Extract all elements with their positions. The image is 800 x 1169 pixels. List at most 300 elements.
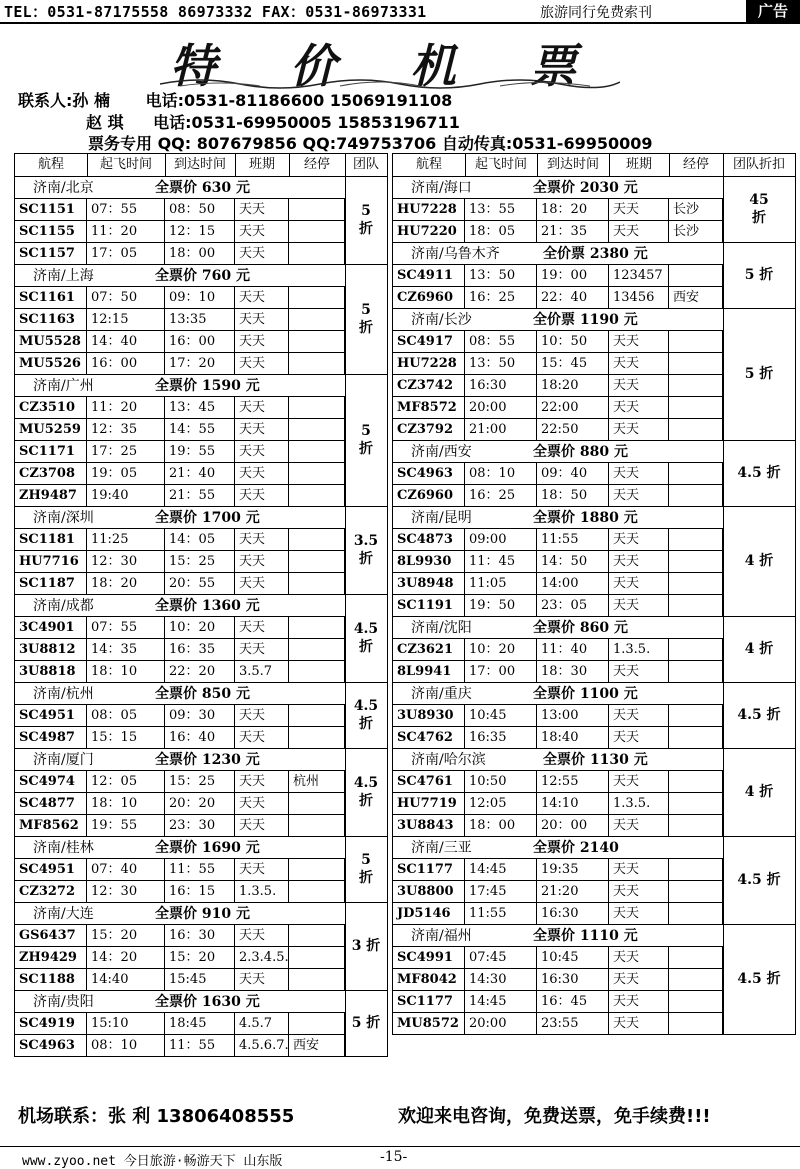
flight-row (393, 462, 723, 485)
depart-time: 15:10 (87, 1013, 165, 1035)
depart-time: 07：50 (87, 287, 165, 309)
depart-time: 07:45 (465, 947, 537, 969)
depart-time: 19：55 (87, 815, 165, 837)
arrive-time: 11：55 (165, 1035, 235, 1057)
flight-schedule: 天天 (609, 463, 669, 485)
flight-number: SC4762 (393, 727, 465, 749)
depart-time: 10:45 (465, 705, 537, 727)
arrive-time: 11：55 (165, 859, 235, 881)
flight-schedule: 天天 (235, 639, 289, 661)
depart-time: 18：10 (87, 793, 165, 815)
flight-schedule: 天天 (235, 485, 289, 507)
header-stopover: 经停 (289, 154, 346, 176)
stopover (669, 661, 723, 683)
flight-number: SC4877 (15, 793, 87, 815)
stopover (669, 771, 723, 793)
route-full-price: 全票价 1700 元 (155, 510, 260, 526)
stopover (669, 595, 723, 617)
stopover (669, 881, 723, 903)
group-discount: 3 折 (351, 938, 381, 954)
group-discount: 5 折 (359, 852, 373, 886)
depart-time: 14：35 (87, 639, 165, 661)
depart-time: 07：40 (87, 859, 165, 881)
flight-number: 3U8948 (393, 573, 465, 595)
flight-row (393, 572, 723, 595)
stopover (289, 353, 345, 375)
route-section-header (393, 682, 723, 705)
route-city-pair: 济南/上海 (33, 268, 94, 284)
stopover (669, 639, 723, 661)
route-section-header (15, 682, 345, 705)
arrive-time: 15：45 (537, 353, 609, 375)
stopover (289, 331, 345, 353)
depart-time: 10:50 (465, 771, 537, 793)
section-divider (345, 990, 387, 991)
flight-number: 3C4901 (15, 617, 87, 639)
route-city-pair: 济南/海口 (411, 180, 472, 196)
flight-schedule: 天天 (235, 309, 289, 331)
flight-schedule: 天天 (235, 331, 289, 353)
stopover (289, 221, 345, 243)
flight-row (15, 330, 345, 353)
flight-number: SC4963 (15, 1035, 87, 1057)
flight-row (15, 286, 345, 309)
route-full-price: 全票价 630 元 (155, 180, 250, 196)
stopover (669, 551, 723, 573)
flight-row (393, 418, 723, 441)
flight-number: SC4873 (393, 529, 465, 551)
flight-number: CZ3792 (393, 419, 465, 441)
route-city-pair: 济南/西安 (411, 444, 472, 460)
flight-number: SC1157 (15, 243, 87, 265)
flight-number: SC1171 (15, 441, 87, 463)
depart-time: 21:00 (465, 419, 537, 441)
arrive-time: 16:30 (537, 903, 609, 925)
route-city-pair: 济南/北京 (33, 180, 94, 196)
section-divider (723, 1034, 795, 1035)
stopover (669, 573, 723, 595)
flight-row (15, 924, 345, 947)
stopover (289, 287, 345, 309)
route-city-pair: 济南/杭州 (33, 686, 94, 702)
header-route: 航程 (393, 154, 466, 176)
depart-time: 18：00 (465, 815, 537, 837)
contact-phone-1: 电话:0531-81186600 15069191108 (145, 91, 453, 110)
route-full-price: 全票价 1590 元 (155, 378, 260, 394)
flight-row (15, 858, 345, 881)
flight-schedule: 天天 (609, 771, 669, 793)
route-city-pair: 济南/昆明 (411, 510, 472, 526)
stopover (669, 463, 723, 485)
flight-number: SC4761 (393, 771, 465, 793)
route-section-header (15, 990, 345, 1013)
contact-phone-2: 电话:0531-69950005 15853196711 (153, 113, 460, 132)
arrive-time: 20：20 (165, 793, 235, 815)
flight-schedule: 天天 (235, 859, 289, 881)
group-discount: 4.5 折 (737, 872, 781, 888)
depart-time: 13：50 (465, 265, 537, 287)
section-divider (723, 308, 795, 309)
section-divider (345, 748, 387, 749)
flight-row (15, 880, 345, 903)
flight-row (393, 1012, 723, 1035)
route-section-header (393, 242, 723, 265)
flight-schedule: 天天 (609, 331, 669, 353)
flight-row (393, 704, 723, 727)
depart-time: 16:30 (465, 375, 537, 397)
flight-number: 3U8843 (393, 815, 465, 837)
publication-name: 旅游同行免费索刊 (540, 5, 652, 21)
flight-schedule: 天天 (235, 529, 289, 551)
flight-row (393, 902, 723, 925)
flight-number: ZH9487 (15, 485, 87, 507)
stopover (289, 441, 345, 463)
route-section-header (393, 308, 723, 331)
contact-line-3: 票务专用 QQ: 807679856 QQ:749753706 自动传真:0531-69950009 (88, 134, 653, 153)
depart-time: 20:00 (465, 397, 537, 419)
stopover: 西安 (669, 287, 723, 309)
depart-time: 12：30 (87, 551, 165, 573)
route-full-price: 全票价 760 元 (155, 268, 250, 284)
stopover: 西安 (289, 1035, 345, 1057)
route-full-price: 全票价 1360 元 (155, 598, 260, 614)
route-full-price: 全票价 1130 元 (543, 752, 648, 768)
flight-number: SC1181 (15, 529, 87, 551)
route-section-header (393, 924, 723, 947)
stopover (669, 485, 723, 507)
arrive-time: 16：00 (165, 331, 235, 353)
arrive-time: 21：35 (537, 221, 609, 243)
flight-number: CZ3742 (393, 375, 465, 397)
arrive-time: 10:45 (537, 947, 609, 969)
arrive-time: 18:20 (537, 375, 609, 397)
top-bar (0, 0, 800, 24)
section-divider (345, 594, 387, 595)
stopover (669, 353, 723, 375)
flight-number: MU8572 (393, 1013, 465, 1035)
flight-schedule: 1.3.5. (235, 881, 289, 903)
flight-row (15, 770, 345, 793)
route-section-header (393, 506, 723, 529)
route-full-price: 全票价 1630 元 (155, 994, 260, 1010)
flight-row (393, 968, 723, 991)
flight-row (393, 550, 723, 573)
flight-row (15, 638, 345, 661)
arrive-time: 20：55 (165, 573, 235, 595)
flight-row (15, 396, 345, 419)
route-section-header (393, 440, 723, 463)
flight-row (15, 572, 345, 595)
route-city-pair: 济南/乌鲁木齐 (411, 246, 500, 262)
route-city-pair: 济南/长沙 (411, 312, 472, 328)
flight-row (393, 286, 723, 309)
depart-time: 14:45 (465, 859, 537, 881)
flight-row (393, 352, 723, 375)
flight-schedule: 4.5.7 (235, 1013, 289, 1035)
stopover (289, 617, 345, 639)
arrive-time: 18：30 (537, 661, 609, 683)
header-depart: 起飞时间 (87, 154, 166, 176)
arrive-time: 19：55 (165, 441, 235, 463)
arrive-time: 15:45 (165, 969, 235, 991)
depart-time: 07：55 (87, 199, 165, 221)
group-discount: 3.5 折 (353, 533, 379, 567)
flight-number: MU5526 (15, 353, 87, 375)
route-city-pair: 济南/厦门 (33, 752, 94, 768)
contact-line-1 (18, 88, 452, 111)
route-section-header (15, 902, 345, 925)
section-divider (345, 902, 387, 903)
route-full-price: 全票价 880 元 (533, 444, 628, 460)
depart-time: 14:40 (87, 969, 165, 991)
header-stopover: 经停 (669, 154, 724, 176)
group-discount: 5 折 (359, 203, 373, 237)
group-discount: 45 折 (749, 192, 769, 226)
stopover (669, 419, 723, 441)
flight-row (393, 264, 723, 287)
flight-schedule: 1.3.5. (609, 639, 669, 661)
arrive-time: 09：30 (165, 705, 235, 727)
arrive-time: 16：30 (165, 925, 235, 947)
flight-schedule: 天天 (235, 397, 289, 419)
section-divider (723, 682, 795, 683)
route-section-header (393, 176, 723, 199)
group-discount: 4.5 折 (737, 971, 781, 987)
flight-number: SC4991 (393, 947, 465, 969)
flight-row (15, 220, 345, 243)
stopover (289, 1013, 345, 1035)
arrive-time: 13:35 (165, 309, 235, 331)
section-divider (345, 264, 387, 265)
flight-schedule: 天天 (235, 243, 289, 265)
route-city-pair: 济南/贵阳 (33, 994, 94, 1010)
stopover (289, 859, 345, 881)
depart-time: 16:35 (465, 727, 537, 749)
flight-number: SC1161 (15, 287, 87, 309)
group-discount: 4 折 (744, 553, 774, 569)
arrive-time: 11：40 (537, 639, 609, 661)
group-discount: 4.5 折 (353, 698, 379, 732)
flight-number: HU7220 (393, 221, 465, 243)
section-divider (723, 506, 795, 507)
title-char-3: 机 (410, 39, 456, 93)
flight-schedule: 天天 (609, 199, 669, 221)
flight-schedule: 天天 (235, 199, 289, 221)
stopover (289, 947, 345, 969)
section-divider (345, 682, 387, 683)
arrive-time: 18:40 (537, 727, 609, 749)
group-discount: 4.5 折 (737, 707, 781, 723)
header-route: 航程 (15, 154, 88, 176)
flight-number: SC4951 (15, 859, 87, 881)
flight-number: CZ3510 (15, 397, 87, 419)
flight-number: GS6437 (15, 925, 87, 947)
stopover (289, 727, 345, 749)
flight-row (393, 330, 723, 353)
group-discount: 5 折 (744, 366, 774, 382)
depart-time: 08：55 (465, 331, 537, 353)
flight-number: SC4951 (15, 705, 87, 727)
stopover (669, 815, 723, 837)
title-char-1: 特 (170, 39, 216, 93)
route-city-pair: 济南/三亚 (411, 840, 472, 856)
group-discount: 5 折 (359, 302, 373, 336)
header-contact: TEL：0531-87175558 86973332 FAX：0531-86973331 (4, 3, 427, 21)
stopover (669, 375, 723, 397)
flight-number: CZ3621 (393, 639, 465, 661)
flight-schedule: 4.5.6.7. (235, 1035, 289, 1057)
flight-row (15, 198, 345, 221)
flight-row (393, 220, 723, 243)
stopover (289, 419, 345, 441)
route-full-price: 全票价 860 元 (533, 620, 628, 636)
depart-time: 09:00 (465, 529, 537, 551)
route-city-pair: 济南/哈尔滨 (411, 752, 486, 768)
flight-schedule: 天天 (609, 705, 669, 727)
flight-schedule: 2.3.4.5. (235, 947, 289, 969)
route-full-price: 全票价 2140 (533, 840, 619, 856)
flight-row (393, 484, 723, 507)
route-city-pair: 济南/重庆 (411, 686, 472, 702)
flight-row (15, 352, 345, 375)
route-section-header (15, 836, 345, 859)
arrive-time: 14：55 (165, 419, 235, 441)
depart-time: 19：05 (87, 463, 165, 485)
arrive-time: 19:35 (537, 859, 609, 881)
site-info: www.zyoo.net 今日旅游·畅游天下 山东版 (22, 1154, 283, 1169)
section-divider (723, 924, 795, 925)
flight-number: HU7716 (15, 551, 87, 573)
airport-contact: 机场联系：张 利 13806408555 (18, 1106, 295, 1127)
flight-schedule: 天天 (235, 617, 289, 639)
flight-number: MF8572 (393, 397, 465, 419)
depart-time: 10：20 (465, 639, 537, 661)
right-table-header (393, 154, 795, 177)
stopover (289, 881, 345, 903)
depart-time: 15：20 (87, 925, 165, 947)
header-schedule: 班期 (235, 154, 290, 176)
route-full-price: 全票价 2030 元 (533, 180, 638, 196)
flight-row (15, 660, 345, 683)
stopover (669, 903, 723, 925)
flight-number: SC4911 (393, 265, 465, 287)
flight-row (15, 968, 345, 991)
depart-time: 11:05 (465, 573, 537, 595)
flight-schedule: 天天 (609, 859, 669, 881)
route-section-header (393, 748, 723, 771)
flight-number: CZ6960 (393, 287, 465, 309)
flight-number: CZ3272 (15, 881, 87, 903)
flight-number: SC1187 (15, 573, 87, 595)
route-section-header (15, 264, 345, 287)
flight-number: SC4963 (393, 463, 465, 485)
arrive-time: 22:00 (537, 397, 609, 419)
arrive-time: 16:30 (537, 969, 609, 991)
welcome-slogan: 欢迎来电咨询，免费送票，免手续费!!! (398, 1106, 711, 1127)
depart-time: 12:15 (87, 309, 165, 331)
flight-number: SC1188 (15, 969, 87, 991)
group-discount: 5 折 (359, 423, 373, 457)
arrive-time: 11:55 (537, 529, 609, 551)
ad-tag: 广告 (746, 0, 800, 22)
stopover (289, 639, 345, 661)
depart-time: 15：15 (87, 727, 165, 749)
flight-schedule: 天天 (235, 793, 289, 815)
depart-time: 18：20 (87, 573, 165, 595)
arrive-time: 10：20 (165, 617, 235, 639)
stopover (289, 661, 345, 683)
section-divider (723, 836, 795, 837)
left-table-header (15, 154, 387, 177)
flight-schedule: 天天 (609, 815, 669, 837)
route-full-price: 全票价 850 元 (155, 686, 250, 702)
route-full-price: 全价票 1190 元 (533, 312, 638, 328)
route-full-price: 全票价 1690 元 (155, 840, 260, 856)
route-full-price: 全票价 1880 元 (533, 510, 638, 526)
stopover (289, 199, 345, 221)
stopover (289, 529, 345, 551)
arrive-time: 13：45 (165, 397, 235, 419)
arrive-time: 13:00 (537, 705, 609, 727)
depart-time: 12：05 (87, 771, 165, 793)
flight-row (15, 726, 345, 749)
flight-row (393, 858, 723, 881)
arrive-time: 22：20 (165, 661, 235, 683)
arrive-time: 23：30 (165, 815, 235, 837)
flight-schedule: 天天 (235, 771, 289, 793)
route-full-price: 全价票 2380 元 (543, 246, 648, 262)
route-city-pair: 济南/福州 (411, 928, 472, 944)
stopover: 杭州 (289, 771, 345, 793)
contact-line-2 (86, 110, 460, 133)
depart-time: 08：10 (87, 1035, 165, 1057)
flight-number: CZ3708 (15, 463, 87, 485)
stopover (289, 551, 345, 573)
flight-schedule: 13456 (609, 287, 669, 309)
flight-schedule: 天天 (609, 903, 669, 925)
flight-row (393, 792, 723, 815)
flight-number: SC1177 (393, 991, 465, 1013)
flight-number: ZH9429 (15, 947, 87, 969)
flight-row (393, 946, 723, 969)
stopover (289, 793, 345, 815)
group-discount: 4.5 折 (737, 465, 781, 481)
page-number: -15- (380, 1149, 408, 1165)
arrive-time: 14：05 (165, 529, 235, 551)
stopover (289, 573, 345, 595)
flight-number: SC1163 (15, 309, 87, 331)
route-section-header (15, 594, 345, 617)
section-divider (345, 506, 387, 507)
route-section-header (15, 506, 345, 529)
stopover (289, 243, 345, 265)
depart-time: 12：30 (87, 881, 165, 903)
route-city-pair: 济南/广州 (33, 378, 94, 394)
flight-row (15, 462, 345, 485)
flight-schedule: 天天 (609, 485, 669, 507)
bottom-bar (0, 1146, 800, 1168)
depart-time: 18：05 (465, 221, 537, 243)
flight-row (15, 704, 345, 727)
flight-row (15, 242, 345, 265)
flight-row (393, 880, 723, 903)
arrive-time: 16：35 (165, 639, 235, 661)
depart-time: 11：20 (87, 221, 165, 243)
depart-time: 17:45 (465, 881, 537, 903)
stopover (669, 265, 723, 287)
flight-row (15, 814, 345, 837)
arrive-time: 22：40 (537, 287, 609, 309)
